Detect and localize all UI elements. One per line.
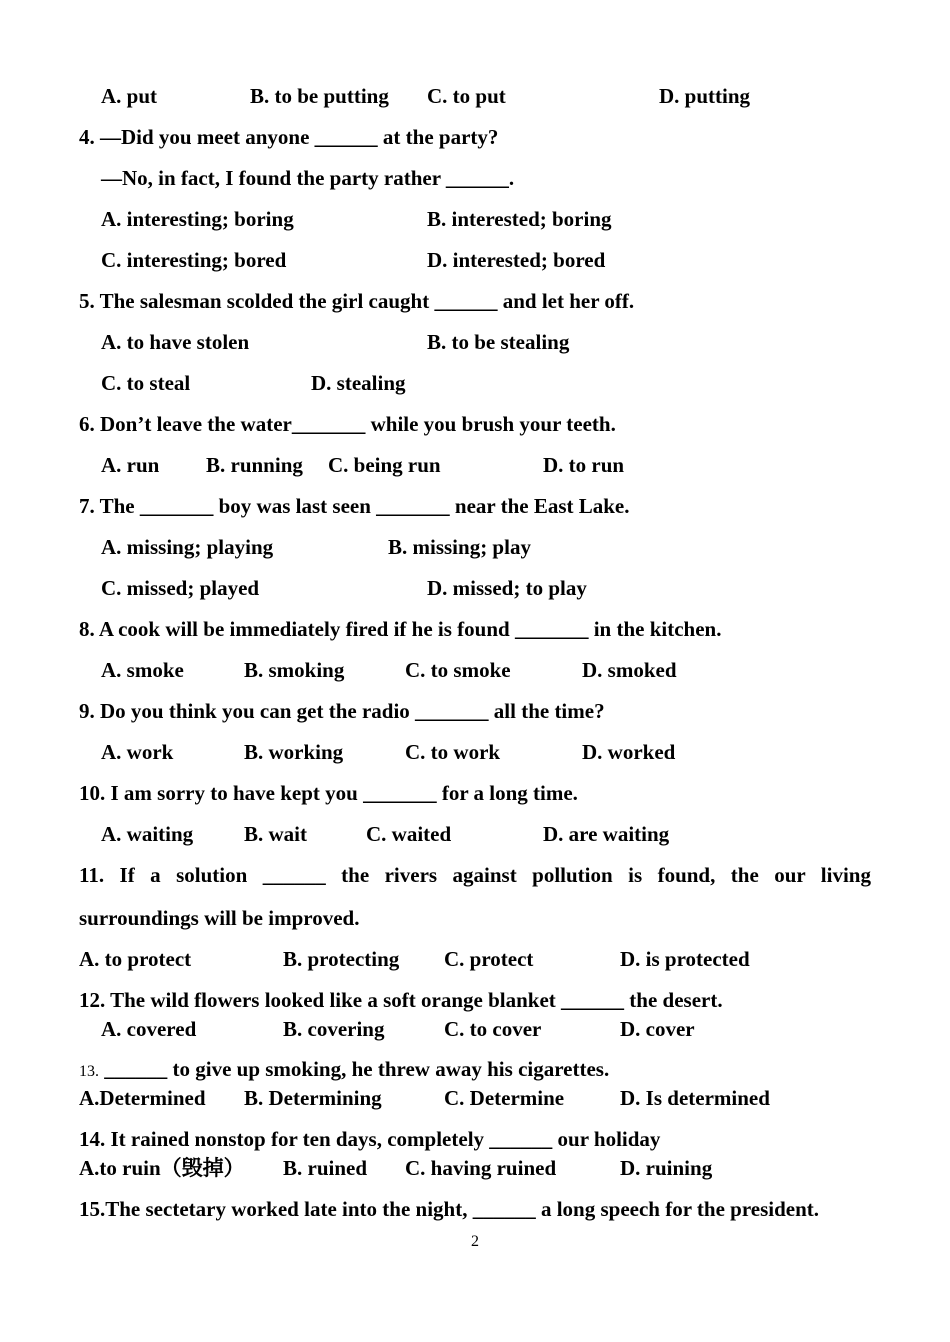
q7-option-c: C. missed; played <box>101 576 260 600</box>
q9-option-b: B. working <box>244 740 344 764</box>
q14-option-a: A.to ruin（毁掉） <box>79 1156 245 1180</box>
q5-option-c: C. to steal <box>101 371 191 395</box>
q11-stem-line2: surroundings will be improved. <box>79 906 360 930</box>
q6-option-a: A. run <box>101 453 160 477</box>
q11-option-b: B. protecting <box>283 947 400 971</box>
q11-option-c: C. protect <box>444 947 534 971</box>
q4-stem: 4. —Did you meet anyone ______ at the party? <box>79 125 499 149</box>
q4-option-c: C. interesting; bored <box>101 248 287 272</box>
q15-stem: 15.The sectetary worked late into the night, ______ a long speech for the president. <box>79 1197 820 1221</box>
q12-stem: 12. The wild flowers looked like a soft orange blanket ______ the desert. <box>79 988 723 1012</box>
q3-option-a: A. put <box>101 84 158 108</box>
q4-option-a: A. interesting; boring <box>101 207 294 231</box>
q5-stem: 5. The salesman scolded the girl caught ______ and let her off. <box>79 289 635 313</box>
q7-option-a: A. missing; playing <box>101 535 274 559</box>
q7-option-d: D. missed; to play <box>427 576 587 600</box>
q13-stem-text: ______ to give up smoking, he threw away his cigarettes. <box>104 1057 610 1081</box>
q13-option-c: C. Determine <box>444 1086 565 1110</box>
q5-option-a: A. to have stolen <box>101 330 250 354</box>
q6-stem: 6. Don’t leave the water_______ while you brush your teeth. <box>79 412 616 436</box>
q10-stem: 10. I am sorry to have kept you _______ for a long time. <box>79 781 578 805</box>
q6-option-c: C. being run <box>328 453 441 477</box>
q9-stem: 9. Do you think you can get the radio _______ all the time? <box>79 699 605 723</box>
q3-option-d: D. putting <box>659 84 751 108</box>
q11-stem-line1: 11. If a solution ______ the rivers against pollution is found, the our living <box>79 863 871 887</box>
q13-option-d: D. Is determined <box>620 1086 770 1110</box>
q4-option-d: D. interested; bored <box>427 248 606 272</box>
page-number: 2 <box>471 1233 479 1250</box>
q14-stem: 14. It rained nonstop for ten days, completely ______ our holiday <box>79 1127 661 1151</box>
q6-option-b: B. running <box>206 453 303 477</box>
q12-option-d: D. cover <box>620 1017 695 1041</box>
q9-option-d: D. worked <box>582 740 676 764</box>
q8-option-b: B. smoking <box>244 658 345 682</box>
q8-option-d: D. smoked <box>582 658 677 682</box>
q10-option-d: D. are waiting <box>543 822 670 846</box>
q14-option-d: D. ruining <box>620 1156 713 1180</box>
q11-option-a: A. to protect <box>79 947 192 971</box>
q8-stem: 8. A cook will be immediately fired if he is found _______ in the kitchen. <box>79 617 722 641</box>
q10-option-c: C. waited <box>366 822 452 846</box>
q8-option-c: C. to smoke <box>405 658 511 682</box>
q14-option-b: B. ruined <box>283 1156 368 1180</box>
q12-option-a: A. covered <box>101 1017 197 1041</box>
q5-option-b: B. to be stealing <box>427 330 570 354</box>
q13-stem <box>79 1057 609 1084</box>
q13-option-b: B. Determining <box>244 1086 382 1110</box>
q4-reply: —No, in fact, I found the party rather ______. <box>101 166 515 190</box>
q5-option-d: D. stealing <box>311 371 406 395</box>
q11-option-d: D. is protected <box>620 947 750 971</box>
q3-option-c: C. to put <box>427 84 506 108</box>
q13-number: 13. <box>79 1063 99 1080</box>
q10-option-b: B. wait <box>244 822 307 846</box>
q4-option-b: B. interested; boring <box>427 207 612 231</box>
q10-option-a: A. waiting <box>101 822 194 846</box>
q7-option-b: B. missing; play <box>388 535 531 559</box>
q8-option-a: A. smoke <box>101 658 184 682</box>
q7-stem: 7. The _______ boy was last seen _______ near the East Lake. <box>79 494 630 518</box>
q12-option-c: C. to cover <box>444 1017 542 1041</box>
q6-option-d: D. to run <box>543 453 625 477</box>
q9-option-c: C. to work <box>405 740 501 764</box>
q13-option-a: A.Determined <box>79 1086 206 1110</box>
q14-option-c: C. having ruined <box>405 1156 557 1180</box>
q12-option-b: B. covering <box>283 1017 385 1041</box>
q9-option-a: A. work <box>101 740 174 764</box>
q3-option-b: B. to be putting <box>250 84 389 108</box>
